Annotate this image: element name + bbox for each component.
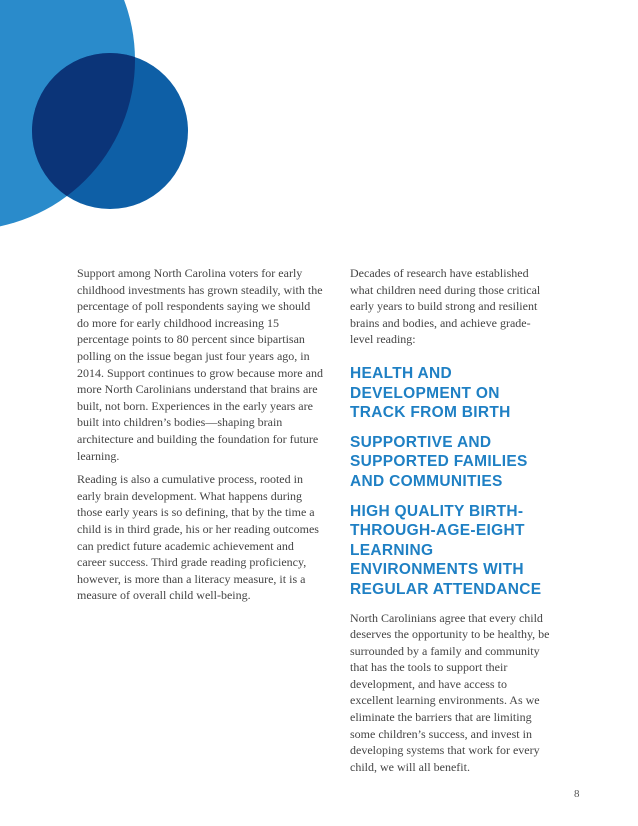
left-paragraph-2: Reading is also a cumulative process, rooted in early brain development. What happens during those early years is so defining, that by the time a child is in third grade, his or her reading outcomes can predict future academic achievement and career success. Third grade reading proficiency, however, is more than a literacy measure, it is a measure of overall child well-being. — [77, 472, 319, 603]
heading-learning-environments: HIGH QUALITY BIRTH-THROUGH-AGE-EIGHT LEARNING ENVIRONMENTS WITH REGULAR ATTENDANCE — [350, 502, 542, 598]
heading-health-development: HEALTH AND DEVELOPMENT ON TRACK FROM BIRTH — [350, 364, 511, 422]
heading-supportive-families: SUPPORTIVE AND SUPPORTED FAMILIES AND COMMUNITIES — [350, 433, 528, 490]
page-number: 8 — [574, 788, 580, 800]
decorative-circles — [0, 0, 638, 300]
key-factors-list — [350, 364, 550, 600]
left-column — [77, 265, 325, 611]
right-intro-paragraph: Decades of research have established what children need during those critical early years to build strong and resilient brains and bodies, and achieve grade-level reading: — [350, 266, 541, 347]
right-closing-paragraph: North Carolinians agree that every child deserves the opportunity to be healthy, be surrounded by a family and community that has the tools to support their development, and have access to excellent learning environments. As we eliminate the barriers that are limiting some children’s success, and invest in developing systems that work for every child, we will all benefit. — [350, 610, 550, 774]
right-column — [350, 265, 550, 782]
left-paragraph-1: Support among North Carolina voters for early childhood investments has grown steadily, with the percentage of poll respondents saying we should do more for early childhood increasing 15 percentage points to 80 percent since bipartisan polling on the issue began just four years ago, in 2014. Support continues to grow because more and more North Carolinians understand that brains are built, not born. Experiences in the early years are built into children’s bodies—shaping brain architecture and building the foundation for future learning. — [77, 266, 323, 463]
